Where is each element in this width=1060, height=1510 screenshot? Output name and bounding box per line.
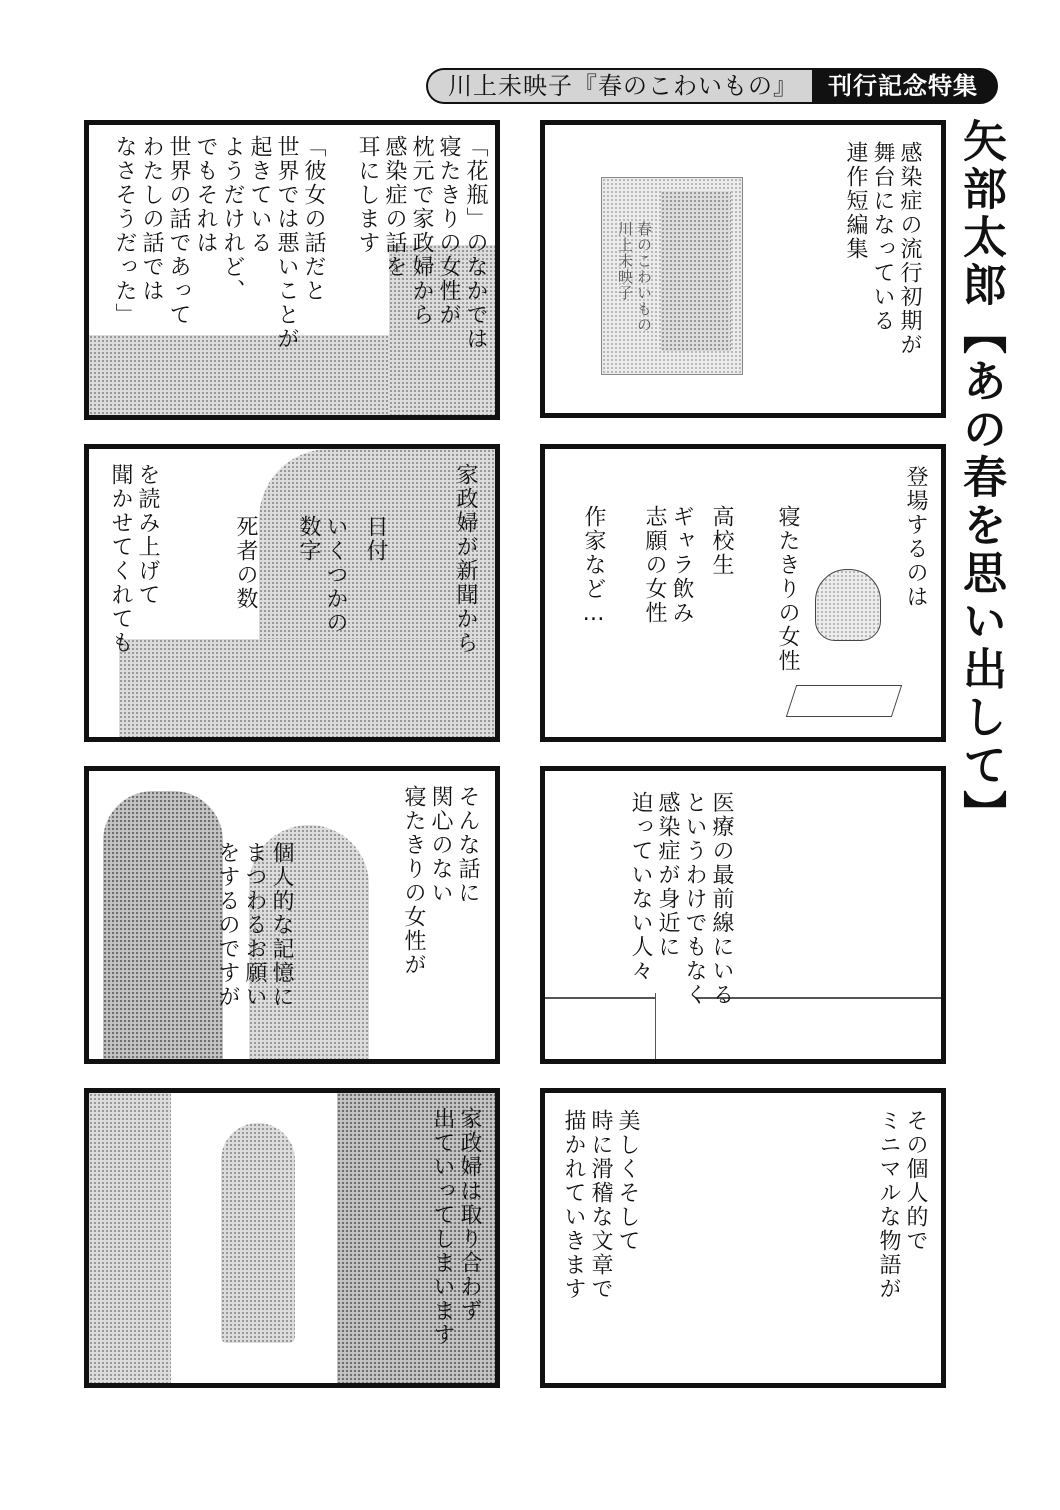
item-date: 日付	[363, 515, 388, 563]
char-bedridden: 寝たきりの女性	[775, 505, 800, 673]
page-title: 矢部太郎【あの春を思い出して】	[955, 118, 1006, 838]
panel-people	[540, 766, 946, 1064]
char-highschool: 高校生	[709, 505, 734, 577]
panel-newspaper	[84, 444, 500, 742]
book-cover-art	[661, 191, 731, 351]
panel-leaves	[84, 1088, 500, 1388]
panel-minimal-story	[540, 1088, 946, 1388]
hat-figure-silhouette	[103, 791, 223, 1059]
series-title: 川上未映子『春のこわいもの』	[426, 68, 812, 104]
intro-text: 登場するのは	[903, 465, 928, 609]
panel-book-cover	[540, 120, 946, 418]
panel-text-2: 個人的な記憶に まつわるお願い をするのですが	[215, 841, 294, 1009]
book-cover-text: 春のこわいもの 川上未映子	[616, 221, 653, 333]
feature-label: 刊行記念特集	[812, 68, 998, 104]
newspaper-silhouette	[119, 639, 495, 737]
curtain-left	[89, 1093, 171, 1383]
panel-text-2: を読み上げて 聞かせてくれても	[108, 463, 160, 655]
panel-text-1: その個人的で ミニマルな物語が	[876, 1109, 928, 1301]
panel-kabin	[84, 120, 500, 420]
panel-text: 医療の最前線にいる というわけでもなく 感染症が身近に 迫っていない人々	[628, 791, 734, 1007]
reader-illustration	[815, 569, 881, 641]
panel-text-1: 家政婦が新聞から	[453, 463, 478, 655]
doorway-figure	[221, 1123, 295, 1343]
ground-line	[545, 997, 941, 999]
item-numbers: いくつかの 数字	[296, 515, 348, 635]
panel-request	[84, 766, 500, 1064]
panel-text: 「花瓶」のなかでは 寝たきりの女性が 枕元で家政婦から 感染症の話を 耳にします 「彼女の話だと 世界では悪いことが 起きている ようだけれど、 でもそれは 世界の話であって わたしの話では なさそうだった」	[112, 135, 488, 351]
char-author: 作家など…	[581, 505, 606, 628]
panel-text-2: 美しくそして 時に滑稽な文章で 描かれていきます	[561, 1109, 640, 1301]
panel-text-1: そんな話に 関心のない 寝たきりの女性が	[401, 785, 480, 977]
book-illustration	[786, 685, 902, 717]
item-deaths: 死者の数	[233, 515, 258, 611]
char-gyara: ギャラ飲み 志願の女性	[642, 505, 694, 625]
panel-text: 感染症の流行初期が 舞台になっている 連作短編集	[843, 141, 922, 357]
header-banner	[426, 68, 998, 104]
panel-text: 家政婦は取り合わず 出ていってしまいます	[430, 1107, 482, 1347]
panel-characters	[540, 444, 946, 742]
